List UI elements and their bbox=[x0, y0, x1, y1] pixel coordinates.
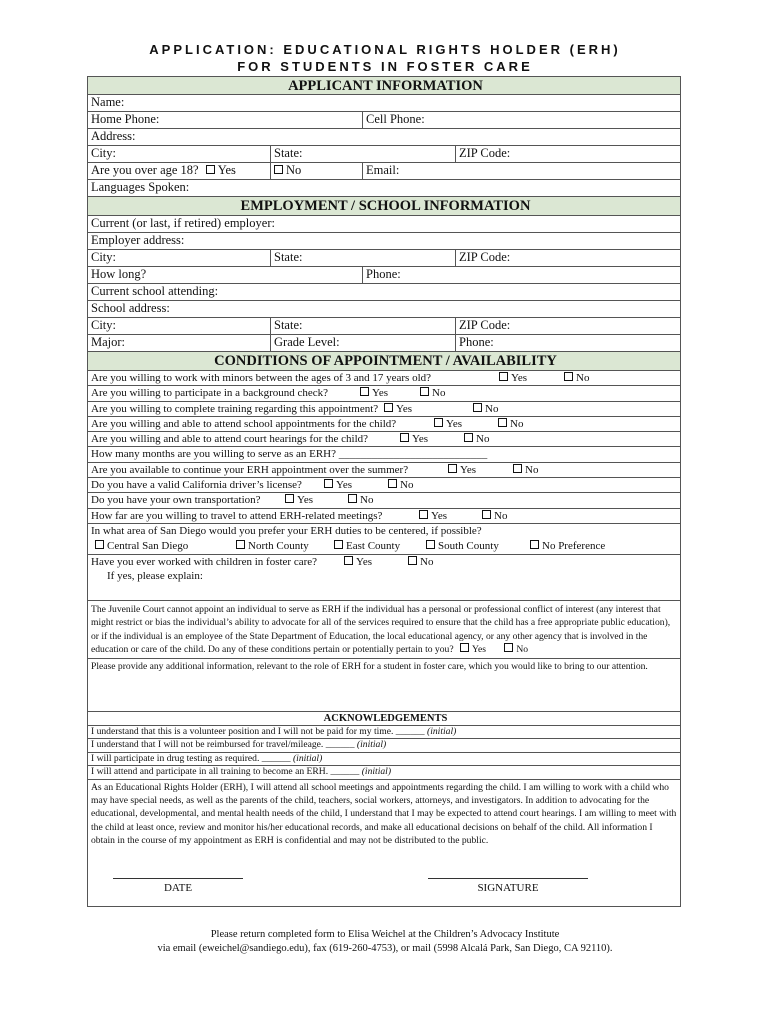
age-yes-option[interactable]: Yes bbox=[206, 163, 236, 177]
city-field[interactable]: City: bbox=[91, 146, 117, 160]
yes-option[interactable]: Yes bbox=[434, 417, 462, 431]
state-field[interactable]: State: bbox=[270, 250, 302, 266]
yes-option[interactable]: Yes bbox=[384, 402, 412, 416]
additional-info-field[interactable]: Please provide any additional information, relevant to the role of ERH for a student in foster care, which you would like to bring to our attention. bbox=[87, 659, 681, 712]
checkbox-icon[interactable] bbox=[460, 643, 469, 652]
how-long-row bbox=[87, 267, 681, 284]
zip-field[interactable]: ZIP Code: bbox=[455, 318, 510, 334]
school-city-row bbox=[87, 318, 681, 335]
checkbox-icon[interactable] bbox=[499, 372, 508, 381]
checkbox-icon[interactable] bbox=[384, 403, 393, 412]
form-title: APPLICATION: EDUCATIONAL RIGHTS HOLDER (ERH) bbox=[149, 42, 621, 57]
question-background-check: Are you willing to participate in a background check? Yes No bbox=[87, 386, 681, 401]
city-field[interactable]: City: bbox=[91, 250, 117, 264]
no-option[interactable]: No bbox=[482, 509, 507, 523]
home-phone-field[interactable]: Home Phone: bbox=[91, 112, 160, 126]
date-label: DATE bbox=[163, 881, 193, 894]
zip-field[interactable]: ZIP Code: bbox=[455, 146, 510, 162]
conflict-no-option[interactable]: No bbox=[504, 644, 528, 655]
age-email-row bbox=[87, 163, 681, 180]
ack-drug-testing[interactable]: I will participate in drug testing as required. ______ (initial) bbox=[87, 753, 681, 767]
school-address-field[interactable]: School address: bbox=[87, 301, 681, 318]
checkbox-icon[interactable] bbox=[388, 479, 397, 488]
area-north[interactable]: North County bbox=[236, 539, 309, 553]
grade-level-field[interactable]: Grade Level: bbox=[270, 335, 340, 351]
yes-option[interactable]: Yes bbox=[360, 386, 388, 400]
checkbox-icon[interactable] bbox=[564, 372, 573, 381]
checkbox-icon[interactable] bbox=[236, 540, 245, 549]
how-long-field[interactable]: How long? bbox=[91, 267, 147, 281]
yes-option[interactable]: Yes bbox=[285, 493, 313, 507]
explain-field[interactable]: If yes, please explain: bbox=[107, 569, 203, 582]
address-field[interactable]: Address: bbox=[87, 129, 681, 146]
name-field[interactable]: Name: bbox=[87, 95, 681, 112]
conflict-of-interest: The Juvenile Court cannot appoint an individual to serve as ERH if the individual has a personal or professional conflict of interest (any interest that might restrict or bias the individual’s ability to advocate for all of the services required to ensure that the child has a free appropriate public education), or if the individual is an employee of the State Department of Education, the local educational agency, or any other agency that is involved in the education or care of the child. Do any of these conditions pertain or potentially pertain to you? Yes No bbox=[87, 601, 681, 659]
no-option[interactable]: No bbox=[513, 463, 538, 477]
checkbox-icon[interactable] bbox=[420, 387, 429, 396]
checkbox-icon[interactable] bbox=[482, 510, 491, 519]
age-no-option[interactable]: No bbox=[270, 163, 301, 179]
question-travel: How far are you willing to travel to attend ERH-related meetings? Yes No bbox=[87, 509, 681, 524]
area-east[interactable]: East County bbox=[334, 539, 400, 553]
checkbox-icon[interactable] bbox=[334, 540, 343, 549]
yes-option[interactable]: Yes bbox=[499, 371, 527, 385]
ack-statement: As an Educational Rights Holder (ERH), I will attend all school meetings and appointments regarding the child. I am willing to work with a child who may have special needs, as well as the parents of the child, teachers, social workers, attorneys, and investigators. In addition to advocating for the educational, developmental, and mental health needs of the child, I understand that I may be expected to attend court hearings. I am willing to meet with the child at least once, review and monitor his/her educational records, and make all educational decisions on behalf of the child. All information I obtain in the course of my appointment as ERH is confidential and may not be distributed to the public. DATE SIGNATURE bbox=[87, 780, 681, 907]
zip-field[interactable]: ZIP Code: bbox=[455, 250, 510, 266]
phone-row bbox=[87, 112, 681, 129]
question-summer: Are you available to continue your ERH appointment over the summer? Yes No bbox=[87, 463, 681, 478]
question-school-appointments: Are you willing and able to attend school appointments for the child? Yes No bbox=[87, 417, 681, 432]
conflict-yes-option[interactable]: Yes bbox=[460, 644, 486, 655]
area-south[interactable]: South County bbox=[426, 539, 499, 553]
yes-option[interactable]: Yes bbox=[400, 432, 428, 446]
checkbox-icon[interactable] bbox=[360, 387, 369, 396]
no-option[interactable]: No bbox=[473, 402, 498, 416]
signature-label: SIGNATURE bbox=[477, 881, 539, 894]
form-subtitle: FOR STUDENTS IN FOSTER CARE bbox=[237, 59, 533, 74]
yes-option[interactable]: Yes bbox=[448, 463, 476, 477]
question-minors: Are you willing to work with minors between the ages of 3 and 17 years old? Yes No bbox=[87, 371, 681, 386]
question-months[interactable]: How many months are you willing to serve as an ERH? ___________________________ bbox=[87, 447, 681, 462]
yes-option[interactable]: Yes bbox=[419, 509, 447, 523]
checkbox-icon[interactable] bbox=[504, 643, 513, 652]
question-foster-care: Have you ever worked with children in foster care? Yes No If yes, please explain: bbox=[87, 555, 681, 601]
employer-phone-field[interactable]: Phone: bbox=[362, 267, 401, 283]
acknowledgements-header: ACKNOWLEDGEMENTS bbox=[87, 712, 681, 726]
question-area: In what area of San Diego would you prefer your ERH duties to be centered, if possible? Central San Diego North County East County South County No Preference bbox=[87, 524, 681, 555]
city-field[interactable]: City: bbox=[91, 318, 117, 332]
checkbox-icon[interactable] bbox=[473, 403, 482, 412]
question-transportation: Do you have your own transportation? Yes No bbox=[87, 493, 681, 508]
checkbox-icon[interactable] bbox=[285, 494, 294, 503]
checkbox-icon[interactable] bbox=[448, 464, 457, 473]
checkbox-icon[interactable] bbox=[274, 165, 283, 174]
state-field[interactable]: State: bbox=[270, 318, 302, 334]
section-header-conditions: CONDITIONS OF APPOINTMENT / AVAILABILITY bbox=[87, 352, 681, 371]
no-option[interactable]: No bbox=[388, 478, 413, 492]
checkbox-icon[interactable] bbox=[513, 464, 522, 473]
area-central[interactable]: Central San Diego bbox=[95, 539, 188, 553]
no-option[interactable]: No bbox=[464, 432, 489, 446]
checkbox-icon[interactable] bbox=[426, 540, 435, 549]
major-field[interactable]: Major: bbox=[91, 335, 126, 349]
question-court-hearings: Are you willing and able to attend court hearings for the child? Yes No bbox=[87, 432, 681, 447]
checkbox-icon[interactable] bbox=[464, 433, 473, 442]
yes-option[interactable]: Yes bbox=[344, 555, 372, 569]
checkbox-icon[interactable] bbox=[324, 479, 333, 488]
checkbox-icon[interactable] bbox=[434, 418, 443, 427]
no-option[interactable]: No bbox=[564, 371, 589, 385]
cell-phone-field[interactable]: Cell Phone: bbox=[362, 112, 425, 128]
no-option[interactable]: No bbox=[348, 493, 373, 507]
checkbox-icon[interactable] bbox=[344, 556, 353, 565]
employer-field[interactable]: Current (or last, if retired) employer: bbox=[87, 216, 681, 233]
application-form bbox=[87, 76, 681, 907]
no-option[interactable]: No bbox=[420, 386, 445, 400]
checkbox-icon[interactable] bbox=[530, 540, 539, 549]
ack-reimbursement[interactable]: I understand that I will not be reimbursed for travel/mileage. ______ (initial) bbox=[87, 739, 681, 753]
checkbox-icon[interactable] bbox=[348, 494, 357, 503]
city-state-zip-row bbox=[87, 146, 681, 163]
footer-line-2: via email (eweichel@sandiego.edu), fax (619-260-4753), or mail (5998 Alcalá Park, San Diego, CA 92110). bbox=[157, 943, 613, 954]
footer-line-1: Please return completed form to Elisa Weichel at the Children’s Advocacy Institute bbox=[210, 929, 560, 940]
no-option[interactable]: No bbox=[408, 555, 433, 569]
school-phone-field[interactable]: Phone: bbox=[455, 335, 494, 351]
checkbox-icon[interactable] bbox=[408, 556, 417, 565]
no-option[interactable]: No bbox=[498, 417, 523, 431]
ack-volunteer[interactable]: I understand that this is a volunteer position and I will not be paid for my time. ______ (initial) bbox=[87, 726, 681, 740]
ack-training[interactable]: I will attend and participate in all training to become an ERH. ______ (initial) bbox=[87, 766, 681, 780]
age-question: Are you over age 18? bbox=[91, 163, 199, 177]
checkbox-icon[interactable] bbox=[400, 433, 409, 442]
yes-option[interactable]: Yes bbox=[324, 478, 352, 492]
area-no-preference[interactable]: No Preference bbox=[530, 539, 605, 553]
email-field[interactable]: Email: bbox=[362, 163, 399, 179]
checkbox-icon[interactable] bbox=[206, 165, 215, 174]
employer-city-row bbox=[87, 250, 681, 267]
state-field[interactable]: State: bbox=[270, 146, 302, 162]
languages-field[interactable]: Languages Spoken: bbox=[87, 180, 681, 197]
checkbox-icon[interactable] bbox=[419, 510, 428, 519]
question-license: Do you have a valid California driver’s license? Yes No bbox=[87, 478, 681, 493]
employer-address-field[interactable]: Employer address: bbox=[87, 233, 681, 250]
signature-line[interactable] bbox=[428, 878, 588, 879]
school-field[interactable]: Current school attending: bbox=[87, 284, 681, 301]
major-row bbox=[87, 335, 681, 352]
section-header-employment: EMPLOYMENT / SCHOOL INFORMATION bbox=[87, 197, 681, 216]
date-line[interactable] bbox=[113, 878, 243, 879]
question-training: Are you willing to complete training regarding this appointment? Yes No bbox=[87, 402, 681, 417]
checkbox-icon[interactable] bbox=[95, 540, 104, 549]
section-header-applicant: APPLICANT INFORMATION bbox=[87, 76, 681, 95]
checkbox-icon[interactable] bbox=[498, 418, 507, 427]
